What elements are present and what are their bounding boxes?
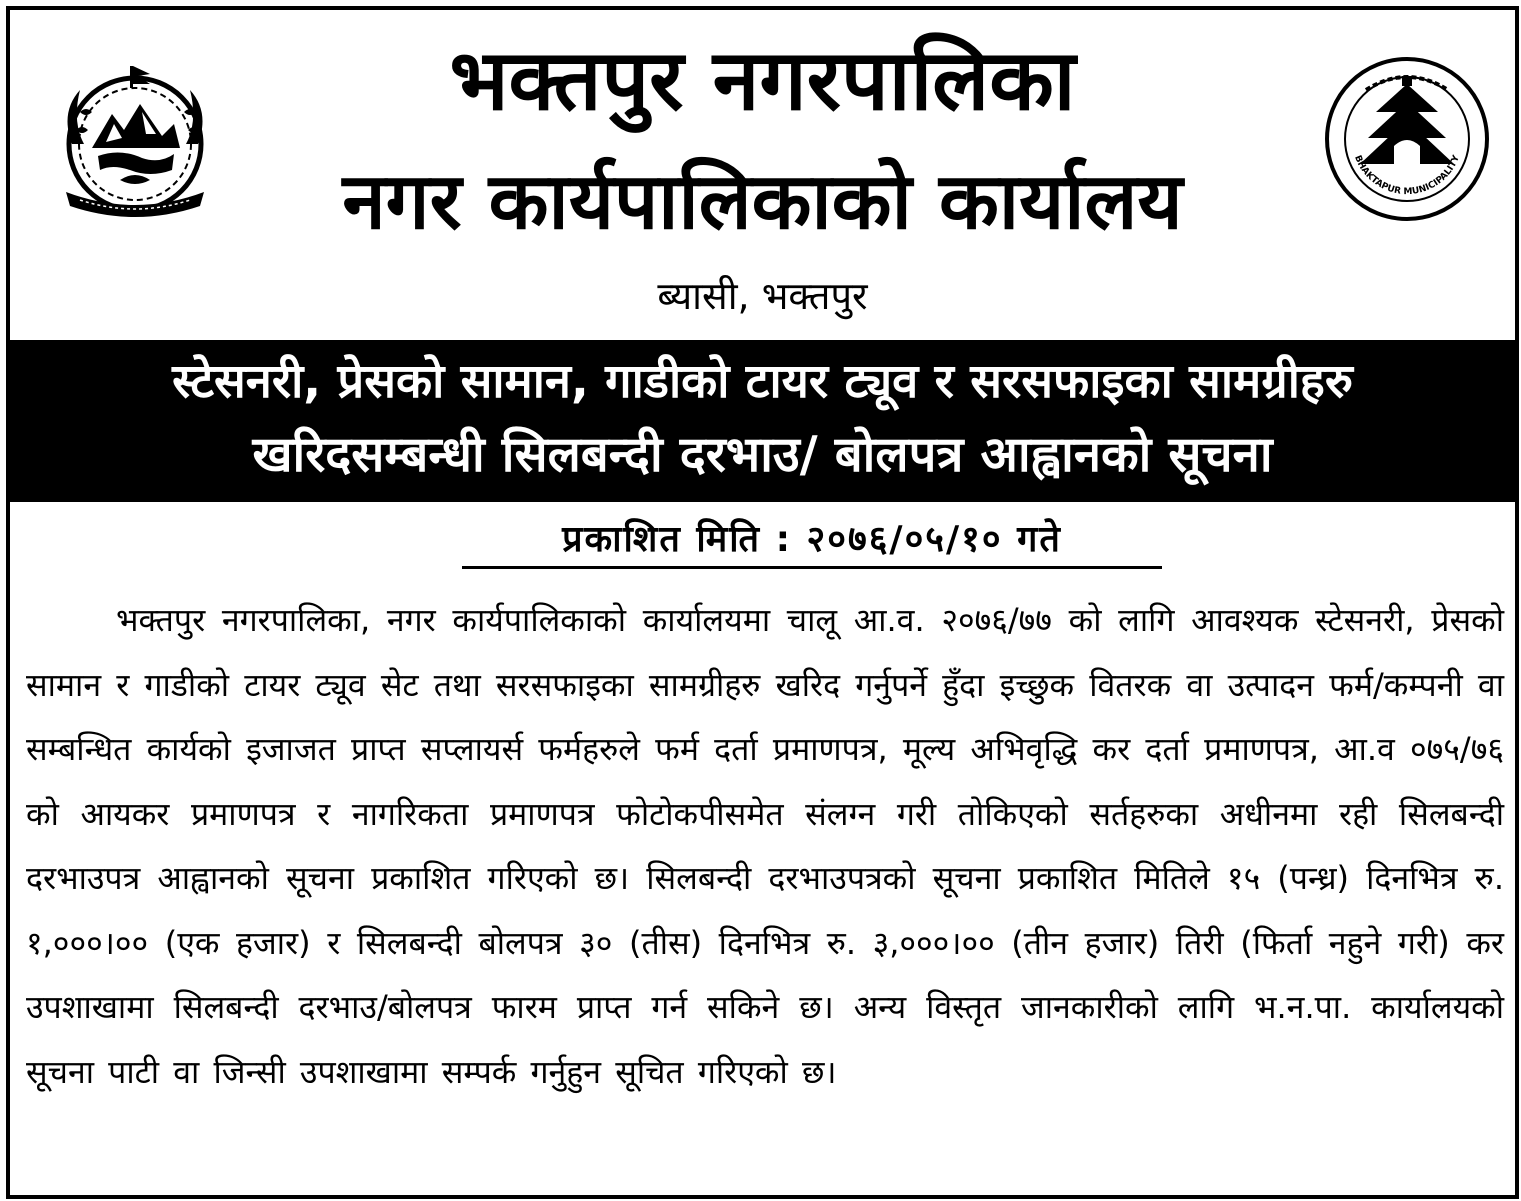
municipality-title: भक्तपुर नगरपालिका <box>449 31 1076 129</box>
office-address: ब्यासी, भक्तपुर <box>657 274 868 318</box>
notice-heading-line2: खरिदसम्बन्धी सिलबन्दी दरभाउ/ बोलपत्र आह्वानको सूचना <box>252 426 1273 483</box>
notice-body-paragraph: भक्तपुर नगरपालिका, नगर कार्यपालिकाको कार्यालयमा चालू आ.व. २०७६/७७ को लागि आवश्यक स्टेसनरी, प्रेसको सामान र गाडीको टायर ट्यूव सेट तथा सरसफाइका सामग्रीहरु खरिद गर्नुपर्ने हुँदा इच्छुक वितरक वा उत्पादन फर्म/कम्पनी वा सम्बन्धित कार्यको इजाजत प्राप्त सप्लायर्स फर्महरुले फर्म दर्ता प्रमाणपत्र, मूल्य अभिवृद्धि कर दर्ता प्रमाणपत्र, आ.व ०७५/७६ को आयकर प्रमाणपत्र र नागरिकता प्रमाणपत्र फोटोकपीसमेत संलग्न गरी तोकिएको सर्तहरुका अधीनमा रही सिलबन्दी दरभाउपत्र आह्वानको सूचना प्रकाशित गरिएको छ। सिलबन्दी दरभाउपत्रको सूचना प्रकाशित मितिले १५ (पन्ध्र) दिनभित्र रु. १,०००।०० (एक हजार) र सिलबन्दी बोलपत्र ३० (तीस) दिनभित्र रु. ३,०००।०० (तीन हजार) तिरी (फिर्ता नहुने गरी) कर उपशाखामा सिलबन्दी दरभाउ/बोलपत्र फारम प्राप्त गर्न सकिने छ। अन्य विस्तृत जानकारीको लागि भ.न.पा. कार्यालयको सूचना पाटी वा जिन्सी उपशाखामा सम्पर्क गर्नुहुन सूचित गरिएको छ। <box>26 601 1504 1091</box>
notice-frame <box>6 6 1519 1199</box>
publication-date <box>462 516 1162 569</box>
office-title: नगर कार्यपालिकाको कार्यालय <box>342 157 1183 247</box>
bhaktapur-municipality-seal-icon <box>1322 54 1492 224</box>
notice-banner <box>10 340 1515 502</box>
notice-heading-line1: स्टेसनरी, प्रेसको सामान, गाडीको टायर ट्यूव र सरसफाइका सामग्रीहरु <box>172 354 1353 409</box>
publication-date-text: प्रकाशित मिति : २०७६/०५/१० गते <box>562 519 1062 560</box>
notice-header <box>10 10 1515 340</box>
svg-text:BHAKTAPUR MUNICIPALITY: BHAKTAPUR MUNICIPALITY <box>1352 154 1462 198</box>
